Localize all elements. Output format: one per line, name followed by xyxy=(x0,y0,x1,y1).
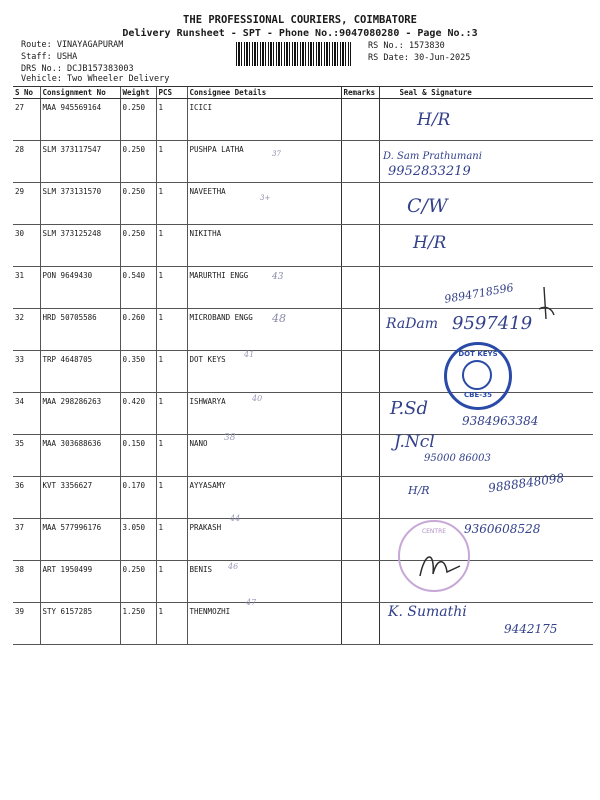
cell-consignment: TRP 4648705 xyxy=(40,351,120,393)
handwriting-32-name: RaDam xyxy=(386,316,439,332)
note-34: 40 xyxy=(252,394,263,403)
handwriting-35-phone: 95000 86003 xyxy=(424,453,491,464)
signature-stroke-31 xyxy=(536,285,556,321)
cell-remarks xyxy=(341,603,379,645)
cell-consignment: MAA 303688636 xyxy=(40,435,120,477)
table-row xyxy=(13,183,593,225)
col-consignee: Consignee Details xyxy=(187,87,341,99)
cell-remarks xyxy=(341,393,379,435)
cell-weight: 0.540 xyxy=(120,267,156,309)
handwriting-35: J.Ncl xyxy=(394,432,435,452)
cell-consignee: NANO xyxy=(187,435,341,477)
cell-remarks xyxy=(341,225,379,267)
runsheet-subtitle: Delivery Runsheet - SPT - Phone No.:9047080280 - Page No.:3 xyxy=(122,28,478,39)
table-row xyxy=(13,561,593,603)
cell-consignee: NAVEETHA xyxy=(187,183,341,225)
cell-consignment: SLM 373131570 xyxy=(40,183,120,225)
cell-remarks xyxy=(341,435,379,477)
note-37: 44 xyxy=(230,514,241,523)
cell-sno: 39 xyxy=(13,603,40,645)
table-header-row xyxy=(13,87,593,99)
cell-weight: 3.050 xyxy=(120,519,156,561)
cell-consignment: HRD 50705586 xyxy=(40,309,120,351)
note-28: 37 xyxy=(272,150,281,158)
cell-consignment: STY 6157285 xyxy=(40,603,120,645)
faint-stamp-text: CENTRE xyxy=(421,528,447,535)
stamp-bottom-text: CBE-35 xyxy=(464,391,492,399)
handwriting-39-name: K. Sumathi xyxy=(388,604,467,620)
cell-consignment: ART 1950499 xyxy=(40,561,120,603)
cell-consignment: MAA 577996176 xyxy=(40,519,120,561)
cell-weight: 0.250 xyxy=(120,141,156,183)
col-seal: Seal & Signature xyxy=(379,87,593,99)
cell-pcs: 1 xyxy=(156,183,187,225)
note-39: 47 xyxy=(246,598,257,607)
cell-sno: 38 xyxy=(13,561,40,603)
vehicle-text: Vehicle: Two Wheeler Delivery xyxy=(21,74,170,84)
rs-date: RS Date: 30-Jun-2025 xyxy=(368,53,471,63)
cell-consignee: BENIS xyxy=(187,561,341,603)
col-consignment: Consignment No xyxy=(40,87,120,99)
cell-consignee: PRAKASH xyxy=(187,519,341,561)
cell-weight: 0.250 xyxy=(120,225,156,267)
stamp-top-text: DOT KEYS xyxy=(458,350,498,358)
cell-consignee: MARURTHI ENGG xyxy=(187,267,341,309)
handwriting-30: H/R xyxy=(413,233,447,253)
table-row xyxy=(13,435,593,477)
handwriting-36-phone: 9888848098 xyxy=(487,470,565,496)
cell-consignee: AYYASAMY xyxy=(187,477,341,519)
cell-remarks xyxy=(341,519,379,561)
cell-consignee: MICROBAND ENGG xyxy=(187,309,341,351)
cell-sno: 34 xyxy=(13,393,40,435)
cell-consignee: DOT KEYS xyxy=(187,351,341,393)
staff-text: Staff: USHA xyxy=(21,52,78,62)
cell-consignee: ICICI xyxy=(187,99,341,141)
route-text: Route: VINAYAGAPURAM xyxy=(21,40,124,50)
note-29: 3+ xyxy=(260,194,271,202)
cell-weight: 0.420 xyxy=(120,393,156,435)
cell-weight: 0.170 xyxy=(120,477,156,519)
note-38: 46 xyxy=(228,562,239,571)
cell-sno: 29 xyxy=(13,183,40,225)
col-pcs: PCS xyxy=(156,87,187,99)
cell-seal xyxy=(379,99,593,141)
handwriting-27: H/R xyxy=(417,110,451,130)
cell-sno: 33 xyxy=(13,351,40,393)
cell-sno: 32 xyxy=(13,309,40,351)
cell-weight: 0.250 xyxy=(120,561,156,603)
cell-pcs: 1 xyxy=(156,225,187,267)
cell-seal xyxy=(379,225,593,267)
cell-pcs: 1 xyxy=(156,141,187,183)
handwriting-28-phone: 9952833219 xyxy=(388,164,471,179)
note-33: 41 xyxy=(244,350,255,359)
col-remarks: Remarks xyxy=(341,87,379,99)
col-weight: Weight xyxy=(120,87,156,99)
note-32: 48 xyxy=(272,312,286,325)
cell-remarks xyxy=(341,267,379,309)
handwriting-37-phone: 9360608528 xyxy=(464,522,541,536)
cell-sno: 28 xyxy=(13,141,40,183)
cell-consignment: SLM 373117547 xyxy=(40,141,120,183)
cell-sno: 30 xyxy=(13,225,40,267)
cell-pcs: 1 xyxy=(156,435,187,477)
cell-sno: 35 xyxy=(13,435,40,477)
stamp-inner-circle xyxy=(462,360,492,390)
cell-consignee: NIKITHA xyxy=(187,225,341,267)
cell-pcs: 1 xyxy=(156,393,187,435)
cell-weight: 1.250 xyxy=(120,603,156,645)
cell-weight: 0.250 xyxy=(120,99,156,141)
cell-sno: 37 xyxy=(13,519,40,561)
rs-no: RS No.: 1573830 xyxy=(368,41,445,51)
cell-consignee: THENMOZHI xyxy=(187,603,341,645)
cell-consignee: ISHWARYA xyxy=(187,393,341,435)
cell-consignment: MAA 298286263 xyxy=(40,393,120,435)
cell-pcs: 1 xyxy=(156,267,187,309)
cell-remarks xyxy=(341,351,379,393)
handwriting-32-phone: 9597419 xyxy=(452,313,533,334)
cell-weight: 0.250 xyxy=(120,183,156,225)
table-row xyxy=(13,141,593,183)
table-row xyxy=(13,225,593,267)
table-row xyxy=(13,99,593,141)
handwriting-39-phone: 9442175 xyxy=(504,622,558,636)
cell-sno: 36 xyxy=(13,477,40,519)
cell-pcs: 1 xyxy=(156,351,187,393)
cell-pcs: 1 xyxy=(156,561,187,603)
cell-consignment: KVT 3356627 xyxy=(40,477,120,519)
cell-pcs: 1 xyxy=(156,309,187,351)
handwriting-34: P.Sd xyxy=(390,398,429,419)
col-sno: S No xyxy=(13,87,40,99)
handwriting-29: C/W xyxy=(407,195,448,217)
cell-consignee: PUSHPA LATHA xyxy=(187,141,341,183)
handwriting-34-phone: 9384963384 xyxy=(462,414,539,428)
cell-remarks xyxy=(341,183,379,225)
signature-scribble-38 xyxy=(415,546,465,584)
cell-remarks xyxy=(341,561,379,603)
note-35: 38 xyxy=(224,433,236,443)
note-31: 43 xyxy=(272,272,284,282)
cell-remarks xyxy=(341,477,379,519)
barcode-image xyxy=(236,42,351,66)
cell-remarks xyxy=(341,309,379,351)
handwriting-31-phone: 9894718596 xyxy=(443,281,515,306)
cell-weight: 0.260 xyxy=(120,309,156,351)
company-title: THE PROFESSIONAL COURIERS, COIMBATORE xyxy=(183,14,417,26)
cell-pcs: 1 xyxy=(156,99,187,141)
cell-consignment: PON 9649430 xyxy=(40,267,120,309)
cell-weight: 0.150 xyxy=(120,435,156,477)
cell-pcs: 1 xyxy=(156,477,187,519)
cell-remarks xyxy=(341,99,379,141)
cell-consignment: SLM 373125248 xyxy=(40,225,120,267)
cell-sno: 27 xyxy=(13,99,40,141)
handwriting-28-name: D. Sam Prathumani xyxy=(383,151,482,162)
cell-consignment: MAA 945569164 xyxy=(40,99,120,141)
cell-sno: 31 xyxy=(13,267,40,309)
drs-text: DRS No.: DCJB157383003 xyxy=(21,64,134,74)
handwriting-36-hr: H/R xyxy=(408,484,430,497)
cell-remarks xyxy=(341,141,379,183)
dot-keys-stamp xyxy=(444,342,512,410)
cell-pcs: 1 xyxy=(156,603,187,645)
cell-weight: 0.350 xyxy=(120,351,156,393)
cell-pcs: 1 xyxy=(156,519,187,561)
